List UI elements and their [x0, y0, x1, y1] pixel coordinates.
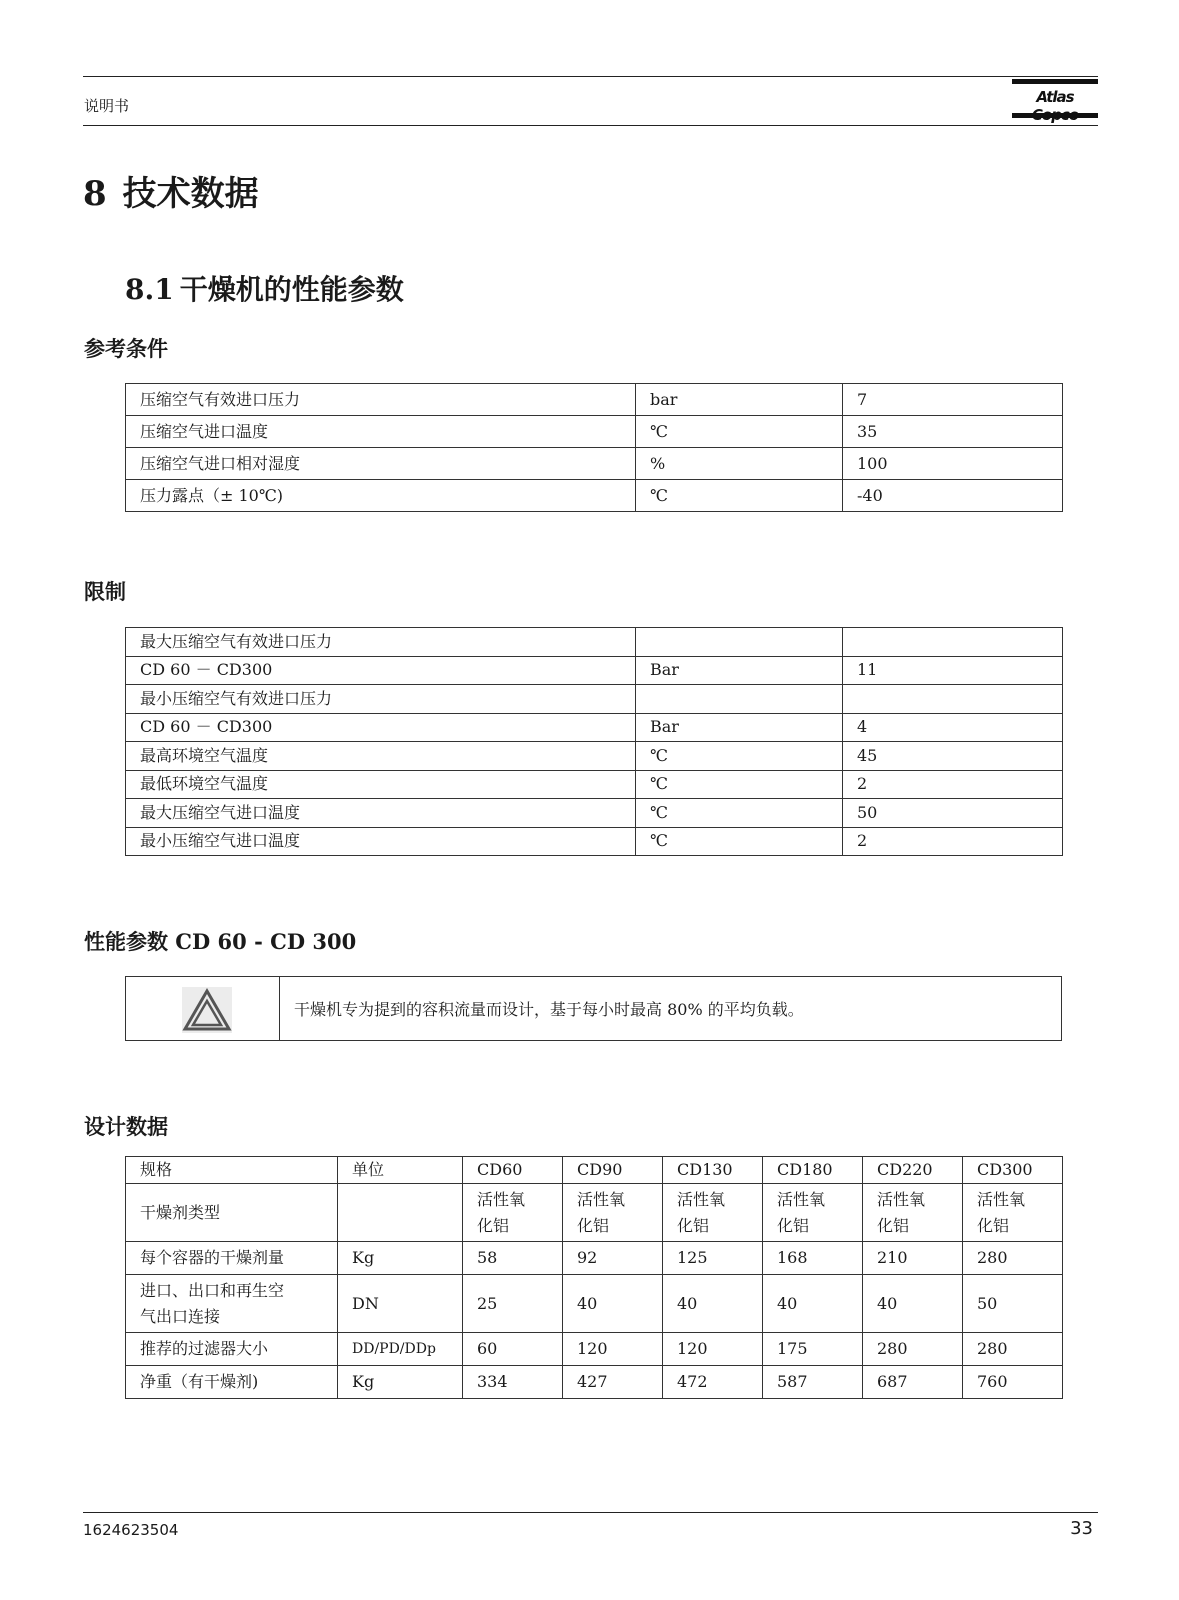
- table-row: 最小压缩空气有效进口压力: [126, 685, 1063, 714]
- chapter-text: 技术数据: [122, 174, 259, 214]
- table-row: 净重（有干燥剂) Kg 334 427 472 587 687 760: [126, 1366, 1063, 1399]
- table-row: 压缩空气进口温度 ℃ 35: [126, 416, 1063, 448]
- table-row: 最大压缩空气有效进口压力: [126, 628, 1063, 657]
- table-row: CD 60 － CD300 Bar 11: [126, 656, 1063, 685]
- table-row: 干燥剂类型 活性氧 化铝 活性氧 化铝 活性氧 化铝 活性氧 化铝 活性氧 化铝 活性氧 化铝: [126, 1184, 1063, 1242]
- table-row: 最低环境空气温度 ℃ 2: [126, 770, 1063, 799]
- header-top-rule: [83, 76, 1098, 77]
- table-header-row: 规格 单位 CD60 CD90 CD130 CD180 CD220 CD300: [126, 1157, 1063, 1184]
- table-row: 压缩空气进口相对湿度 % 100: [126, 448, 1063, 480]
- performance-heading: 性能参数 CD 60 - CD 300: [84, 929, 357, 954]
- table-row: 每个容器的干燥剂量 Kg 58 92 125 168 210 280: [126, 1242, 1063, 1275]
- chapter-number: 8: [83, 174, 107, 214]
- table-row: 最大压缩空气进口温度 ℃ 50: [126, 799, 1063, 828]
- limits-table: [125, 627, 1063, 856]
- table-row: CD 60 － CD300 Bar 4: [126, 713, 1063, 742]
- page-number: 33: [1070, 1518, 1093, 1539]
- table-row: 压缩空气有效进口压力 bar 7: [126, 384, 1063, 416]
- note-text: 干燥机专为提到的容积流量而设计，基于每小时最高 80% 的平均负载。: [294, 1000, 804, 1019]
- header-label: 说明书: [84, 97, 130, 115]
- atlas-copco-logo: Atlas: [1012, 79, 1098, 124]
- section-text: 干燥机的性能参数: [179, 273, 404, 306]
- footer-doc-number: 1624623504: [83, 1521, 179, 1539]
- design-heading: 设计数据: [84, 1114, 168, 1139]
- note-box: [125, 976, 1062, 1041]
- section-number: 8.1: [125, 273, 174, 306]
- table-row: 最高环境空气温度 ℃ 45: [126, 742, 1063, 771]
- header-bottom-rule: [83, 125, 1098, 126]
- design-table: [125, 1156, 1063, 1399]
- section-title: [125, 268, 410, 308]
- limits-heading: 限制: [84, 579, 126, 604]
- footer-rule: [83, 1512, 1098, 1513]
- note-divider: [279, 977, 280, 1040]
- table-row: 进口、出口和再生空 气出口连接 DN 25 40 40 40 40 50: [126, 1275, 1063, 1333]
- chapter-title: [83, 166, 275, 215]
- warning-triangle-icon: [182, 987, 232, 1033]
- table-row: 推荐的过滤器大小 DD/PD/DDp 60 120 120 175 280 280: [126, 1333, 1063, 1366]
- table-row: 压力露点（± 10℃) ℃ -40: [126, 480, 1063, 512]
- table-row: 最小压缩空气进口温度 ℃ 2: [126, 827, 1063, 856]
- reference-heading: 参考条件: [84, 336, 168, 361]
- reference-table: [125, 383, 1063, 512]
